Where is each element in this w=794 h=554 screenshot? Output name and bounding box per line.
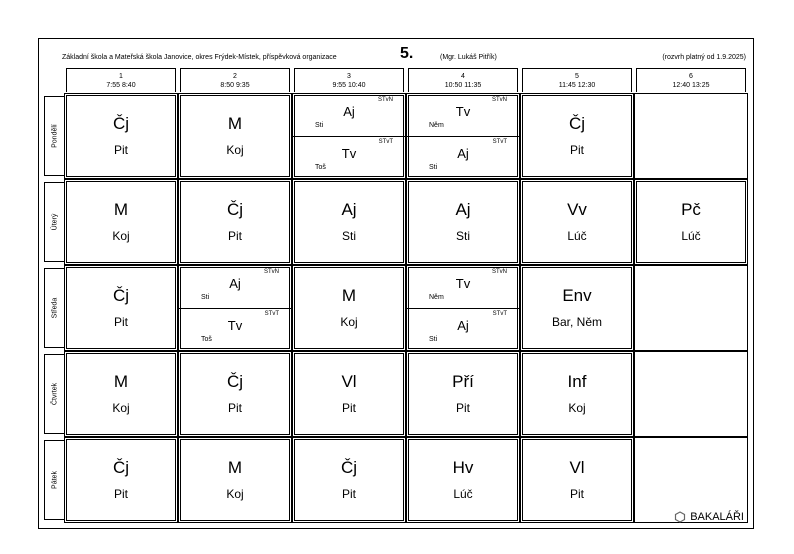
lesson-subject: Čj xyxy=(226,200,244,219)
lesson-group xyxy=(407,136,519,178)
lesson-group-code: STvT xyxy=(378,139,393,145)
lesson-subject: M xyxy=(227,458,243,477)
lesson-group-code: STvN xyxy=(378,97,393,103)
lesson-teacher: Toš xyxy=(315,164,326,171)
lesson-group-code: STvT xyxy=(492,311,507,317)
lesson-cell[interactable] xyxy=(178,437,292,523)
lesson-cell[interactable] xyxy=(64,179,178,265)
lesson-teacher: Koj xyxy=(112,229,130,243)
lesson-teacher: Pit xyxy=(569,143,584,157)
lesson-cell[interactable] xyxy=(520,93,634,179)
lesson-cell-split[interactable] xyxy=(178,265,292,351)
lesson-teacher: Sti xyxy=(201,294,210,301)
valid-from: (rozvrh platný od 1.9.2025) xyxy=(662,54,746,61)
period-time: 10:50 11:35 xyxy=(444,82,482,89)
lesson-subject: Vv xyxy=(567,200,587,219)
lesson-group xyxy=(407,266,519,309)
lesson-group-code: STvN xyxy=(492,97,507,103)
day-label-2 xyxy=(44,182,64,262)
lesson-cell[interactable] xyxy=(520,265,634,351)
empty-cell xyxy=(634,351,748,437)
class-teacher: (Mgr. Lukáš Pitřík) xyxy=(440,54,497,61)
day-name: Úterý xyxy=(51,213,58,231)
period-number: 6 xyxy=(689,73,693,80)
lesson-teacher: Koj xyxy=(340,315,358,329)
lesson-subject: Čj xyxy=(112,286,130,305)
lesson-teacher: Koj xyxy=(226,143,244,157)
lesson-teacher: Koj xyxy=(112,401,130,415)
lesson-teacher: Pit xyxy=(227,229,242,243)
lesson-teacher: Sti xyxy=(341,229,356,243)
lesson-group-code: STvN xyxy=(492,269,507,275)
class-name: 5. xyxy=(400,45,414,62)
lesson-teacher: Pit xyxy=(113,143,128,157)
lesson-subject: Tv xyxy=(455,104,471,119)
lesson-subject: Tv xyxy=(455,276,471,291)
lesson-subject: Čj xyxy=(568,114,586,133)
period-time: 12:40 13:25 xyxy=(672,82,710,89)
lesson-teacher: Sti xyxy=(455,229,470,243)
period-time: 9:55 10:40 xyxy=(332,82,366,89)
lesson-teacher: Pit xyxy=(113,315,128,329)
day-name: Středa xyxy=(51,297,58,319)
lesson-subject: M xyxy=(113,200,129,219)
lesson-cell[interactable] xyxy=(406,351,520,437)
lesson-teacher: Toš xyxy=(201,336,212,343)
lesson-group xyxy=(293,94,405,137)
lesson-subject: Tv xyxy=(227,318,243,333)
lesson-subject: Aj xyxy=(343,104,355,119)
lesson-cell[interactable] xyxy=(178,351,292,437)
lesson-cell[interactable] xyxy=(520,437,634,523)
lesson-group xyxy=(293,136,405,178)
lesson-cell-split[interactable] xyxy=(292,93,406,179)
lesson-subject: Čj xyxy=(226,372,244,391)
lesson-subject: Aj xyxy=(457,146,469,161)
lesson-cell[interactable] xyxy=(406,437,520,523)
lesson-cell-split[interactable] xyxy=(406,93,520,179)
period-header-2 xyxy=(180,68,290,92)
period-header-6 xyxy=(636,68,746,92)
lesson-cell[interactable] xyxy=(634,179,748,265)
logo-text: BAKALÁŘI xyxy=(690,511,744,523)
lesson-subject: Čj xyxy=(112,458,130,477)
lesson-cell[interactable] xyxy=(292,437,406,523)
day-label-3 xyxy=(44,268,64,348)
lesson-teacher: Sti xyxy=(429,336,438,343)
lesson-teacher: Koj xyxy=(568,401,586,415)
lesson-group xyxy=(179,308,291,350)
lesson-subject: Inf xyxy=(567,372,587,391)
day-label-1 xyxy=(44,96,64,176)
lesson-teacher: Bar, Něm xyxy=(551,315,602,329)
bakalari-logo xyxy=(674,511,744,523)
lesson-cell[interactable] xyxy=(64,351,178,437)
lesson-teacher: Něm xyxy=(429,122,444,129)
lesson-teacher: Lúč xyxy=(567,229,587,243)
lesson-teacher: Něm xyxy=(429,294,444,301)
lesson-subject: Aj xyxy=(455,200,471,219)
period-number: 4 xyxy=(461,73,465,80)
day-label-5 xyxy=(44,440,64,520)
lesson-subject: Hv xyxy=(452,458,474,477)
lesson-cell[interactable] xyxy=(178,179,292,265)
day-name: Pátek xyxy=(51,471,58,489)
period-time: 7:55 8:40 xyxy=(106,82,136,89)
period-header-4 xyxy=(408,68,518,92)
hexagon-icon xyxy=(674,511,686,523)
lesson-subject: Aj xyxy=(229,276,241,291)
period-time: 8:50 9:35 xyxy=(220,82,250,89)
period-header-1 xyxy=(66,68,176,92)
period-time: 11:45 12:30 xyxy=(558,82,596,89)
period-number: 5 xyxy=(575,73,579,80)
period-number: 1 xyxy=(119,73,123,80)
lesson-cell[interactable] xyxy=(292,265,406,351)
lesson-teacher: Sti xyxy=(429,164,438,171)
lesson-teacher: Sti xyxy=(315,122,324,129)
lesson-subject: Env xyxy=(562,286,592,305)
lesson-subject: Tv xyxy=(341,146,357,161)
lesson-cell[interactable] xyxy=(520,351,634,437)
lesson-group xyxy=(407,308,519,350)
lesson-cell[interactable] xyxy=(292,179,406,265)
day-label-4 xyxy=(44,354,64,434)
lesson-teacher: Pit xyxy=(455,401,470,415)
lesson-cell[interactable] xyxy=(406,179,520,265)
lesson-group-code: STvT xyxy=(264,311,279,317)
lesson-subject: Aj xyxy=(341,200,357,219)
lesson-teacher: Pit xyxy=(569,487,584,501)
lesson-cell-split[interactable] xyxy=(406,265,520,351)
lesson-subject: M xyxy=(113,372,129,391)
lesson-cell[interactable] xyxy=(292,351,406,437)
lesson-subject: Pč xyxy=(681,200,701,219)
lesson-group xyxy=(407,94,519,137)
lesson-teacher: Koj xyxy=(226,487,244,501)
lesson-teacher: Pit xyxy=(341,487,356,501)
lesson-teacher: Pit xyxy=(341,401,356,415)
lesson-subject: Čj xyxy=(340,458,358,477)
lesson-group-code: STvN xyxy=(264,269,279,275)
empty-cell xyxy=(634,265,748,351)
lesson-cell[interactable] xyxy=(520,179,634,265)
lesson-teacher: Lúč xyxy=(453,487,473,501)
lesson-subject: Čj xyxy=(112,114,130,133)
lesson-cell[interactable] xyxy=(64,265,178,351)
school-name: Základní škola a Mateřská škola Janovice, okres Frýdek-Místek, příspěvková organizace xyxy=(62,54,337,61)
lesson-subject: Pří xyxy=(452,372,474,391)
empty-cell xyxy=(634,93,748,179)
day-name: Pondělí xyxy=(51,124,58,148)
lesson-teacher: Lúč xyxy=(681,229,701,243)
day-name: Čtvrtek xyxy=(51,382,58,406)
lesson-cell[interactable] xyxy=(178,93,292,179)
lesson-teacher: Pit xyxy=(113,487,128,501)
lesson-subject: Vl xyxy=(341,372,357,391)
lesson-subject: Vl xyxy=(569,458,585,477)
period-header-5 xyxy=(522,68,632,92)
lesson-cell[interactable] xyxy=(64,93,178,179)
lesson-group-code: STvT xyxy=(492,139,507,145)
period-number: 3 xyxy=(347,73,351,80)
lesson-teacher: Pit xyxy=(227,401,242,415)
lesson-subject: M xyxy=(227,114,243,133)
lesson-subject: M xyxy=(341,286,357,305)
lesson-subject: Aj xyxy=(457,318,469,333)
period-header-3 xyxy=(294,68,404,92)
lesson-cell[interactable] xyxy=(64,437,178,523)
lesson-group xyxy=(179,266,291,309)
period-number: 2 xyxy=(233,73,237,80)
